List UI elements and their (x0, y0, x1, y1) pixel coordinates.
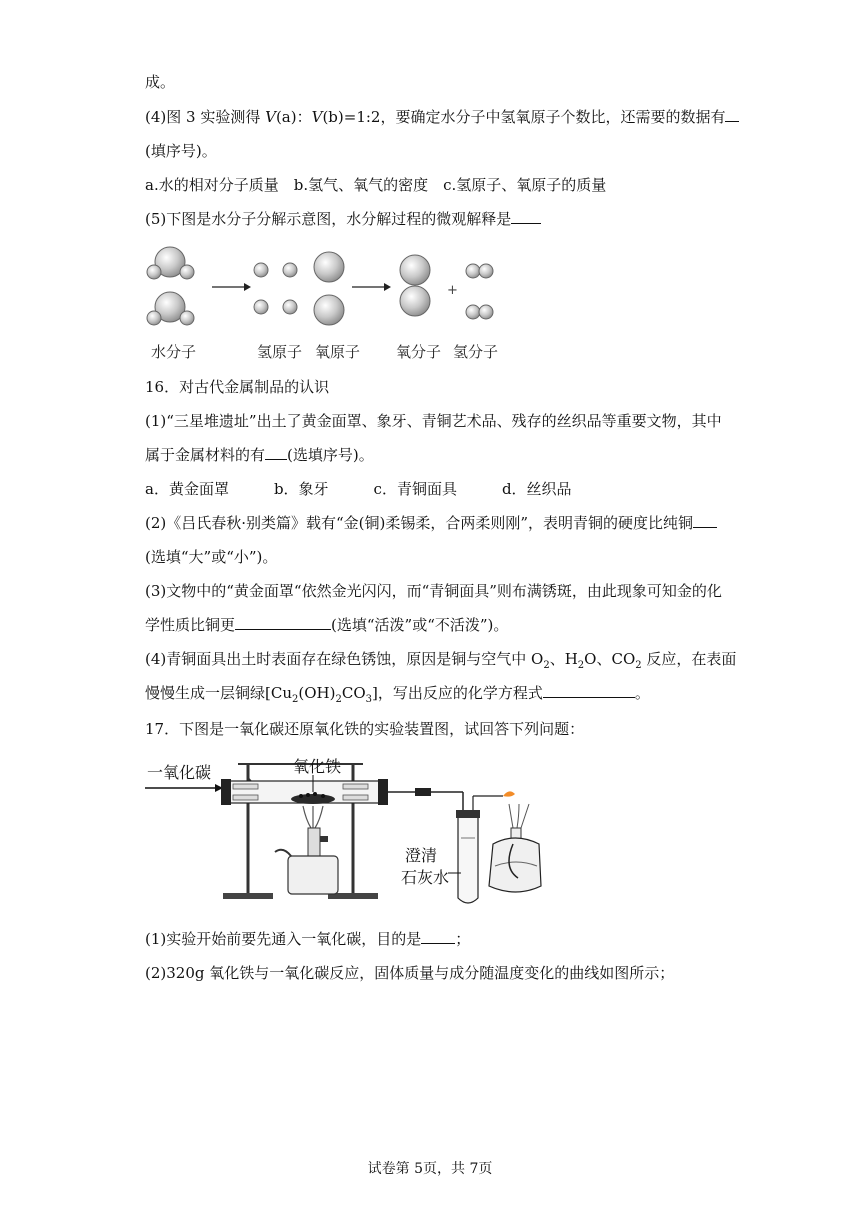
label-iron-oxide: 氧化铁 (293, 757, 342, 776)
q15-part4: (4)图 3 实验测得 V(a)：V(b)=1:2，要确定水分子中氢氧原子个数比，还需要的数据有 (145, 107, 739, 127)
co-reduction-apparatus (143, 748, 563, 910)
label-carbon-monoxide: 一氧化碳 (147, 763, 212, 782)
test-tube (456, 810, 480, 903)
hydrogen-molecule (466, 264, 493, 278)
q15-part5: (5)下图是水分子分解示意图，水分解过程的微观解释是 (145, 209, 541, 229)
hydrogen-atoms (254, 263, 297, 314)
oxygen-atoms (314, 252, 344, 325)
label-limewater-2: 石灰水 (401, 868, 450, 887)
q16-part3: (3)文物中的“黄金面罩“依然金光闪闪，而“青铜面具”则布满锈斑，由此现象可知金的化 (145, 582, 722, 600)
water-molecule (147, 247, 194, 279)
label-hydrogen-atom: 氢原子 (257, 343, 303, 361)
answer-blank (693, 513, 717, 528)
label-oxygen-atom: 氧原子 (315, 343, 361, 361)
water-decomposition-figure (140, 240, 520, 365)
answer-blank (511, 209, 541, 224)
label-limewater-1: 澄清 (405, 846, 438, 865)
co-inlet-arrow (145, 784, 223, 792)
q15-options: a.水的相对分子质量 b.氢气、氧气的密度 c.氢原子、氧原子的质量 (145, 176, 607, 194)
answer-blank (235, 615, 331, 630)
flame-icon (503, 791, 515, 796)
q16-options: a．黄金面罩 b．象牙 c．青铜面具 d．丝织品 (145, 480, 572, 498)
reaction-arrow (212, 283, 251, 291)
label-hydrogen-molecule: 氢分子 (453, 343, 499, 361)
water-molecule (147, 292, 194, 325)
q16-part4: (4)青铜面具出土时表面存在绿色锈蚀，原因是铜与空气中 $O_2$、$H_2O$、$CO_2$ 反应，在表面 (145, 650, 737, 671)
q16-part1: (1)“三星堆遗址”出土了黄金面罩、象牙、青铜艺术品、残存的丝织品等重要文物，其中 (145, 412, 722, 430)
q15-continuation: 成。 (145, 73, 176, 91)
label-water-molecule: 水分子 (151, 343, 197, 361)
q16-part4-cont: 慢慢生成一层铜绿$[Cu_2(OH)_2CO_3]$，写出反应的化学方程式 。 (145, 684, 650, 705)
q16-part3-cont: 学性质比铜更 (选填“活泼”或“不活泼”)。 (145, 616, 509, 634)
delivery-tube (388, 788, 503, 812)
q17-part2: (2)320g 氧化铁与一氧化碳反应，固体质量与成分随温度变化的曲线如图所示； (145, 964, 675, 982)
answer-blank (265, 445, 287, 460)
oxygen-molecule (400, 255, 430, 316)
answer-blank (725, 107, 739, 122)
q16-part1-cont: 属于金属材料的有 (选填序号)。 (145, 446, 374, 464)
page-footer: 试卷第 5页，共 7页 (367, 1161, 493, 1177)
q17-part1: (1)实验开始前要先通入一氧化碳，目的是 ； (145, 930, 471, 948)
q17-title: 17．下图是一氧化碳还原氧化铁的实验装置图，试回答下列问题： (145, 720, 585, 738)
alcohol-burner (275, 806, 338, 894)
plus-sign: + (447, 283, 458, 298)
spirit-lamp (489, 804, 541, 892)
q16-part2-cont: (选填“大”或“小”)。 (145, 548, 278, 566)
answer-blank (421, 929, 455, 944)
hydrogen-molecule (466, 305, 493, 319)
label-oxygen-molecule: 氧分子 (396, 343, 442, 361)
q16-part2: (2)《吕氏春秋·别类篇》载有“金(铜)柔锡柔，合两柔则刚”，表明青铜的硬度比纯铜 (145, 513, 717, 533)
q16-title: 16．对古代金属制品的认识 (145, 378, 330, 396)
q15-part4-cont: (填序号)。 (145, 142, 217, 160)
answer-blank (543, 683, 635, 698)
reaction-arrow (352, 283, 391, 291)
